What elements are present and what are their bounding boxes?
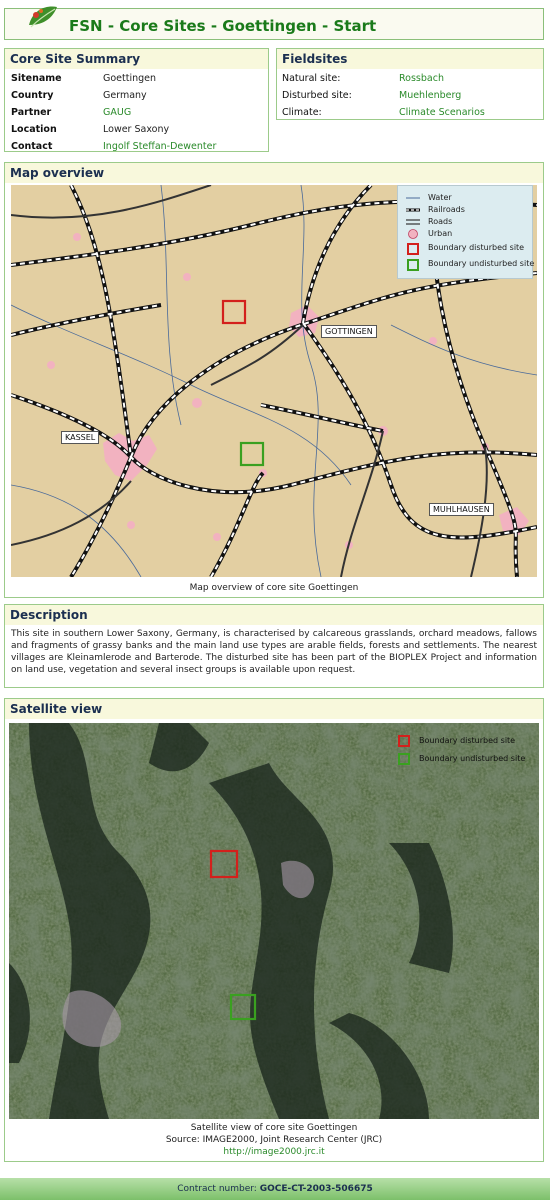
- core-site-summary-panel: [4, 48, 269, 152]
- satellite-image[interactable]: [9, 723, 539, 1119]
- map-heading: Map overview: [5, 163, 543, 183]
- red-square-icon: [406, 243, 420, 255]
- summary-row-contact: [5, 138, 268, 155]
- satellite-view-panel: [4, 698, 544, 1162]
- summary-heading: Core Site Summary: [5, 49, 268, 69]
- page-header: [4, 8, 544, 40]
- road-line-icon: [406, 217, 420, 227]
- map-undisturbed-site-marker[interactable]: [241, 443, 263, 465]
- fieldsite-label: Climate:: [282, 107, 322, 118]
- satellite-caption-line1: Satellite view of core site Goettingen: [190, 1123, 358, 1133]
- summary-row-location: [5, 121, 268, 138]
- fieldsite-row-climate: [277, 104, 543, 121]
- partner-link[interactable]: GAUG: [103, 107, 132, 118]
- legend-label: Water: [428, 193, 452, 202]
- natural-site-link[interactable]: Rossbach: [399, 73, 444, 84]
- contract-number: GOCE-CT-2003-506675: [259, 1184, 373, 1194]
- map-label-muhlhausen: MUHLHAUSEN: [429, 503, 494, 516]
- summary-value: Germany: [103, 90, 147, 101]
- overview-map[interactable]: [11, 185, 537, 577]
- summary-row-partner: [5, 104, 268, 121]
- map-overview-panel: [4, 162, 544, 598]
- legend-label: Boundary disturbed site: [428, 243, 525, 252]
- green-square-icon: [397, 753, 411, 765]
- green-square-icon: [406, 259, 420, 271]
- summary-row-country: [5, 87, 268, 104]
- fieldsite-label: Disturbed site:: [282, 90, 352, 101]
- legend-label: Boundary undisturbed site: [419, 754, 526, 763]
- image2000-link[interactable]: http://image2000.jrc.it: [223, 1147, 325, 1157]
- fieldsite-row-natural: [277, 70, 543, 87]
- red-square-icon: [397, 735, 411, 747]
- contact-link[interactable]: Ingolf Steffan-Dewenter: [103, 141, 217, 152]
- satellite-heading: Satellite view: [5, 699, 543, 719]
- summary-row-sitename: [5, 70, 268, 87]
- map-disturbed-site-marker[interactable]: [223, 301, 245, 323]
- urban-circle-icon: [406, 229, 420, 239]
- summary-value: Lower Saxony: [103, 124, 170, 135]
- climate-scenarios-link[interactable]: Climate Scenarios: [399, 107, 485, 118]
- map-label-kassel: KASSEL: [61, 431, 99, 444]
- fieldsites-panel: [276, 48, 544, 120]
- fieldsite-label: Natural site:: [282, 73, 341, 84]
- summary-label: Country: [11, 90, 54, 101]
- legend-label: Roads: [428, 217, 453, 226]
- satellite-legend: [397, 731, 533, 771]
- page-footer: [0, 1178, 550, 1200]
- fieldsites-heading: Fieldsites: [277, 49, 543, 69]
- description-text: This site in southern Lower Saxony, Germany, is characterised by calcareous grasslands, orchard meadows, fallows and fragments of grassy banks and the main land use types are arable fields, forests and settlements. The nearest villages are Kleinamlerode and Barterode. The disturbed site has been part of the BIOPLEX Project and information on land use, vegetation and several insect groups is available upon request.: [11, 629, 537, 675]
- legend-label: Boundary undisturbed site: [428, 259, 535, 268]
- summary-label: Contact: [11, 141, 53, 152]
- summary-label: Location: [11, 124, 57, 135]
- legend-label: Boundary disturbed site: [419, 736, 516, 745]
- description-heading: Description: [5, 605, 543, 625]
- legend-label: Urban: [428, 229, 453, 238]
- description-panel: [4, 604, 544, 688]
- contract-label: Contract number:: [177, 1184, 260, 1194]
- map-label-gottingen: GOTTINGEN: [321, 325, 377, 338]
- fieldsite-row-disturbed: [277, 87, 543, 104]
- water-line-icon: [406, 193, 420, 203]
- legend-label: Railroads: [428, 205, 465, 214]
- map-legend: [397, 185, 533, 279]
- page-title: FSN - Core Sites - Goettingen - Start: [69, 17, 377, 35]
- railroad-line-icon: [406, 205, 420, 215]
- disturbed-site-link[interactable]: Muehlenberg: [399, 90, 462, 101]
- satellite-caption-line2: Source: IMAGE2000, Joint Research Center (JRC): [165, 1135, 383, 1145]
- map-caption: Map overview of core site Goettingen: [189, 583, 359, 593]
- plant-leaf-logo-icon: [27, 3, 59, 33]
- urban-areas: [47, 233, 529, 549]
- summary-label: Partner: [11, 107, 52, 118]
- satellite-graphic: [9, 723, 539, 1119]
- summary-value: Goettingen: [103, 73, 157, 84]
- summary-label: Sitename: [11, 73, 62, 84]
